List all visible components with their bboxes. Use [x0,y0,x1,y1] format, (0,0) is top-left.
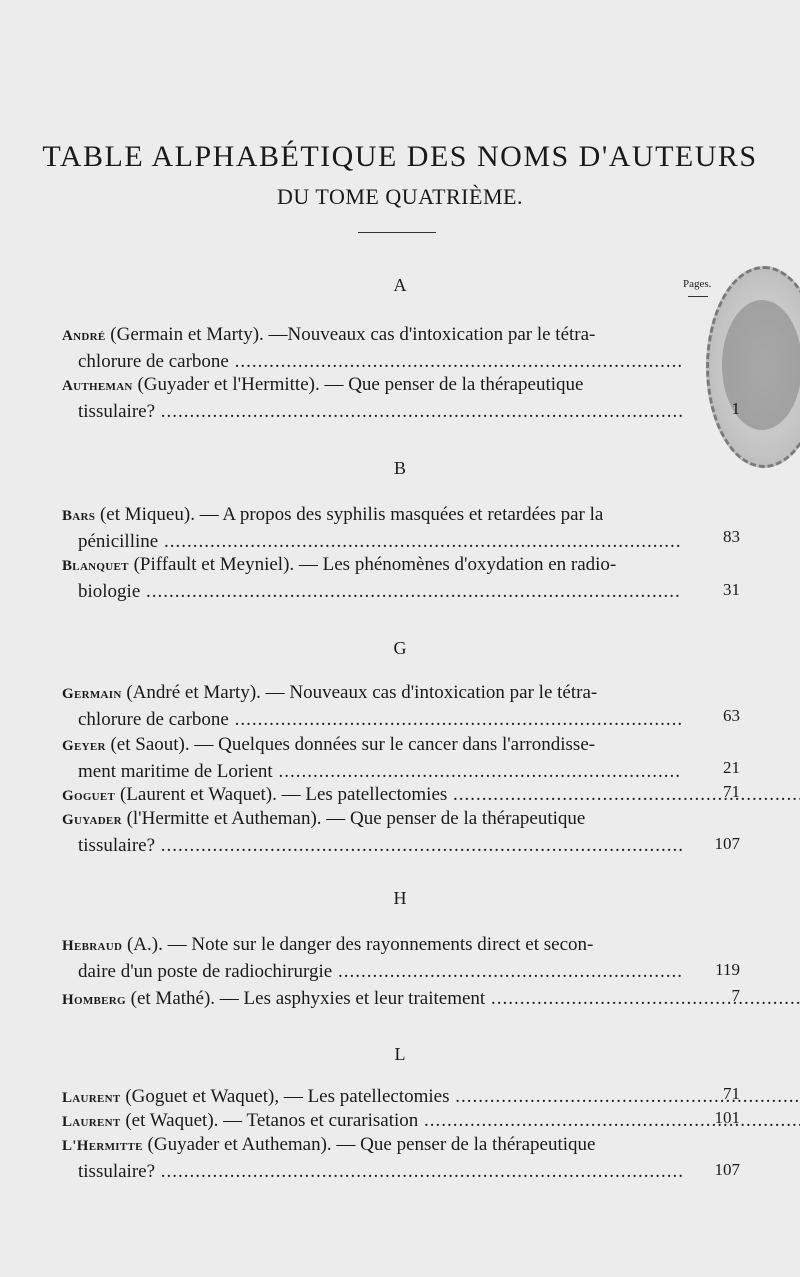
index-entry [62,1132,682,1185]
entry-continuation: biologie [78,581,141,602]
page-title: TABLE ALPHABÉTIQUE DES NOMS D'AUTEURS [42,140,758,173]
page-number: 101 [714,1108,740,1127]
entry-text: (Laurent et Waquet). — Les patellectomies [115,784,448,805]
page-number: 71 [723,1084,740,1103]
section-letter-b: B [393,458,406,478]
entry-text: (Goguet et Waquet), — Les patellectomies [120,1086,450,1107]
page-number: 31 [723,580,740,599]
index-entry [62,1108,682,1135]
entry-continuation: tissulaire? [78,835,156,856]
author-name: Germain [62,686,122,702]
entry-continuation: tissulaire? [78,401,156,422]
entry-continuation: daire d'un poste de radiochirurgie [78,961,333,982]
entry-text: (A.). — Note sur le danger des rayonnements direct et secon- [122,934,594,955]
page-number: 119 [715,960,740,979]
page-number: 83 [723,527,740,546]
page-number: 21 [723,758,740,777]
section-letter-a: A [393,275,407,295]
index-entry [62,932,682,985]
author-name: Homberg [62,992,126,1008]
page-number: 107 [714,1160,740,1179]
entry-continuation: pénicilline [78,531,159,552]
page-subtitle: DU TOME QUATRIÈME. [277,184,523,209]
entry-text: (Guyader et Autheman). — Que penser de la thérapeutique [142,1134,596,1155]
entry-text: (l'Hermitte et Autheman). — Que penser de la thérapeutique [121,808,586,829]
entry-continuation: ment maritime de Lorient [78,761,273,782]
author-name: Blanquet [62,558,129,574]
entry-text: (et Saout). — Quelques données sur le cancer dans l'arrondisse- [105,734,596,755]
section-letter-g: G [393,638,407,658]
author-name: L'Hermitte [62,1138,143,1154]
pages-column-divider [688,296,708,297]
entry-continuation: tissulaire? [78,1161,156,1182]
author-name: Laurent [62,1114,121,1130]
section-letter-l: L [394,1044,406,1064]
entry-text: (Germain et Marty). —Nouveaux cas d'intoxication par le tétra- [105,324,596,345]
index-entry [62,680,682,733]
index-entry [62,782,682,809]
entry-text: (et Mathé). — Les asphyxies et leur traitement [125,988,486,1009]
page-number: 1 [731,399,740,418]
pages-column-label: Pages. [683,278,712,290]
author-name: Laurent [62,1090,121,1106]
index-entry [62,552,682,605]
page-number: 107 [714,834,740,853]
page-number: 71 [723,782,740,801]
index-entry [62,986,682,1013]
entry-continuation: chlorure de carbone [78,351,229,372]
index-entry [62,372,682,425]
entry-text: (et Miqueu). — A propos des syphilis masquées et retardées par la [95,504,604,525]
author-name: Goguet [62,788,116,804]
index-entry [62,322,682,375]
entry-text: (Piffault et Meyniel). — Les phénomènes d'oxydation en radio- [128,554,617,575]
index-entry [62,732,682,785]
section-letter-h: H [393,888,407,908]
index-entry [62,806,682,859]
author-name: Hebraud [62,938,123,954]
index-entry [62,1084,682,1111]
entry-continuation: chlorure de carbone [78,709,229,730]
entry-text: (André et Marty). — Nouveaux cas d'intoxication par le tétra- [121,682,598,703]
page-number: 63 [723,706,740,725]
entry-text: (et Waquet). — Tetanos et curarisation [120,1110,419,1131]
entry-text: (Guyader et l'Hermitte). — Que penser de la thérapeutique [132,374,584,395]
author-name: Autheman [62,378,133,394]
author-name: Bars [62,508,96,524]
page-number: 7 [731,986,740,1005]
author-name: Guyader [62,812,122,828]
index-entry [62,502,682,555]
author-name: Geyer [62,738,106,754]
title-divider [358,232,436,233]
author-name: André [62,328,106,344]
